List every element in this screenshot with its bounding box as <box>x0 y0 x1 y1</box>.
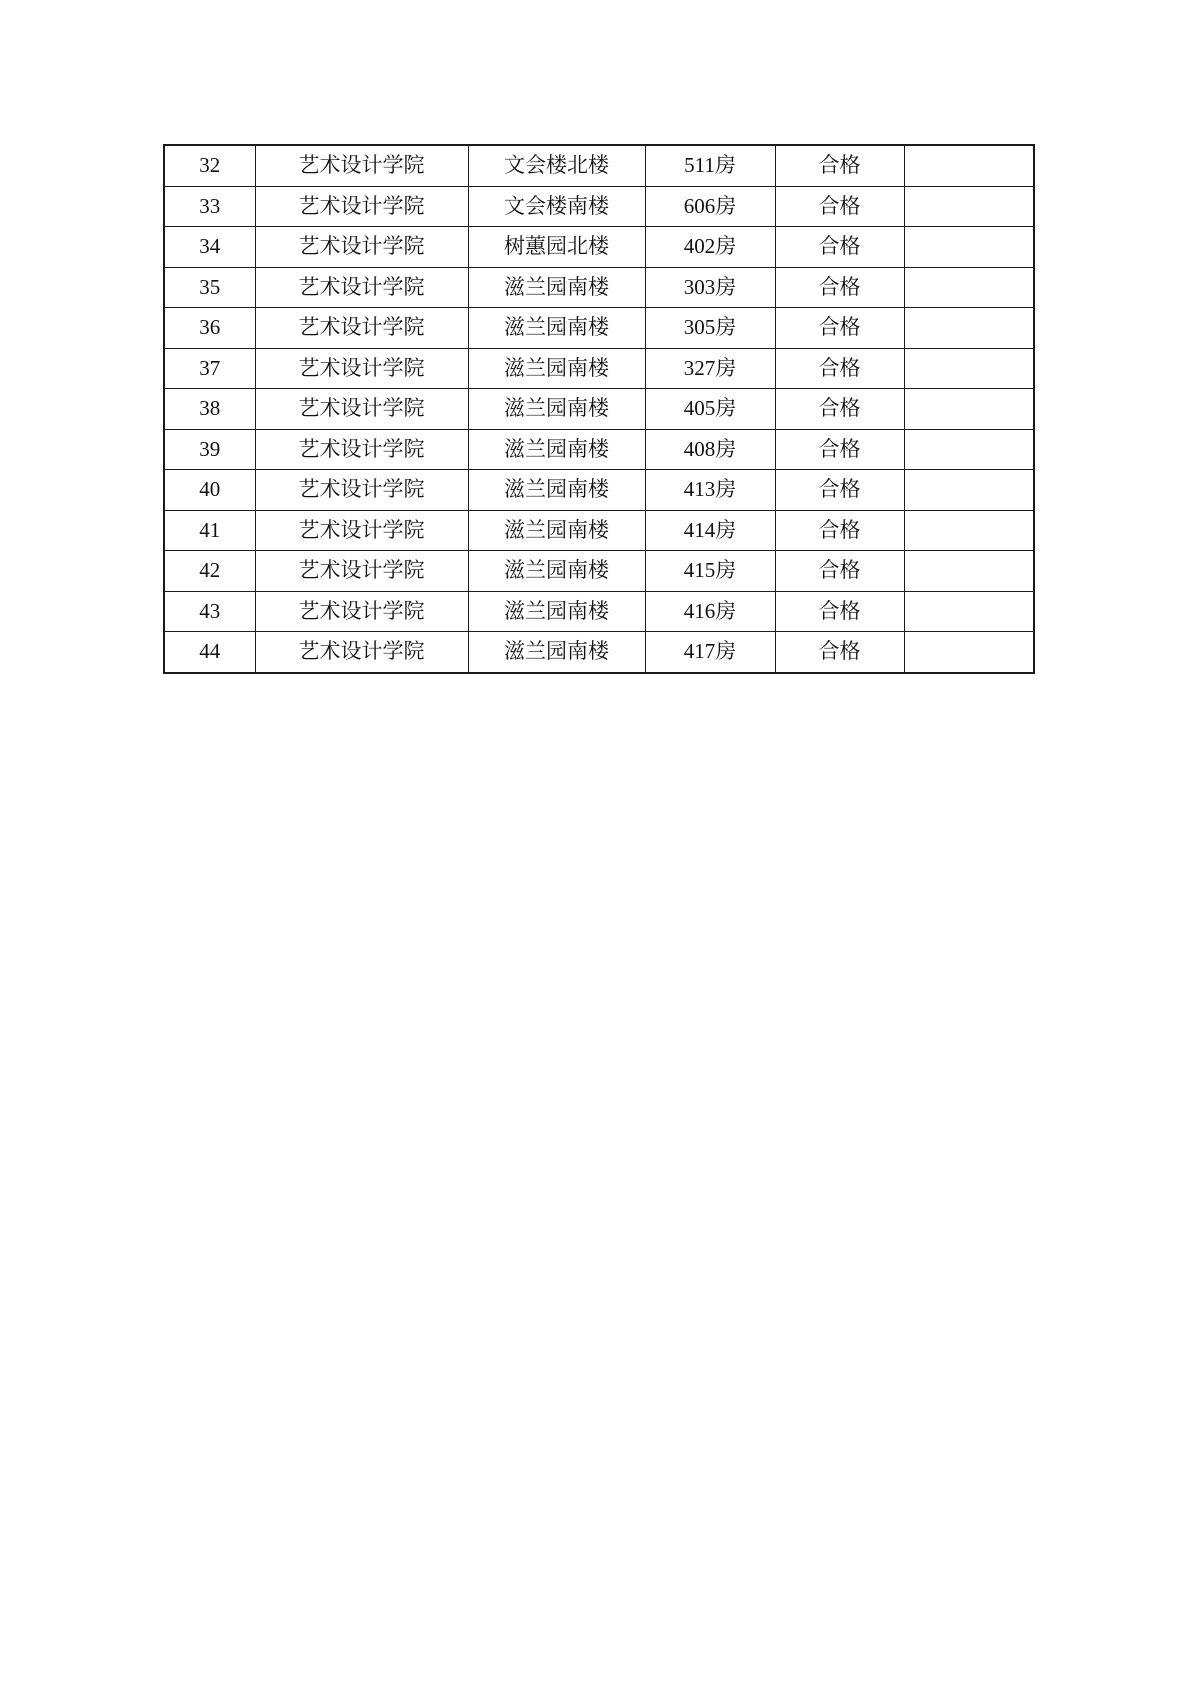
room-cell: 402房 <box>645 227 775 268</box>
room-cell: 606房 <box>645 186 775 227</box>
table-row <box>164 632 1034 673</box>
building-cell: 滋兰园南楼 <box>468 551 645 592</box>
result-cell: 合格 <box>775 227 904 268</box>
row-number-cell: 36 <box>164 308 255 349</box>
college-cell: 艺术设计学院 <box>255 551 468 592</box>
result-cell: 合格 <box>775 348 904 389</box>
building-cell: 滋兰园南楼 <box>468 632 645 673</box>
result-cell: 合格 <box>775 429 904 470</box>
room-cell: 408房 <box>645 429 775 470</box>
college-cell: 艺术设计学院 <box>255 145 468 186</box>
table-body <box>164 145 1034 673</box>
result-cell: 合格 <box>775 591 904 632</box>
room-cell: 413房 <box>645 470 775 511</box>
table-row <box>164 470 1034 511</box>
building-cell: 树蕙园北楼 <box>468 227 645 268</box>
table-row <box>164 429 1034 470</box>
table-row <box>164 591 1034 632</box>
room-cell: 327房 <box>645 348 775 389</box>
building-cell: 文会楼南楼 <box>468 186 645 227</box>
college-cell: 艺术设计学院 <box>255 632 468 673</box>
table-row <box>164 267 1034 308</box>
row-number-cell: 40 <box>164 470 255 511</box>
remark-cell <box>904 308 1034 349</box>
remark-cell <box>904 510 1034 551</box>
row-number-cell: 38 <box>164 389 255 430</box>
result-cell: 合格 <box>775 308 904 349</box>
table-row <box>164 186 1034 227</box>
row-number-cell: 35 <box>164 267 255 308</box>
row-number-cell: 42 <box>164 551 255 592</box>
row-number-cell: 44 <box>164 632 255 673</box>
room-cell: 417房 <box>645 632 775 673</box>
table-row <box>164 551 1034 592</box>
result-cell: 合格 <box>775 470 904 511</box>
dormitory-inspection-table <box>163 144 1035 674</box>
room-cell: 303房 <box>645 267 775 308</box>
table-row <box>164 348 1034 389</box>
row-number-cell: 32 <box>164 145 255 186</box>
row-number-cell: 43 <box>164 591 255 632</box>
college-cell: 艺术设计学院 <box>255 591 468 632</box>
result-cell: 合格 <box>775 267 904 308</box>
row-number-cell: 34 <box>164 227 255 268</box>
result-cell: 合格 <box>775 186 904 227</box>
remark-cell <box>904 227 1034 268</box>
result-cell: 合格 <box>775 145 904 186</box>
result-cell: 合格 <box>775 551 904 592</box>
remark-cell <box>904 429 1034 470</box>
row-number-cell: 37 <box>164 348 255 389</box>
remark-cell <box>904 267 1034 308</box>
remark-cell <box>904 470 1034 511</box>
building-cell: 滋兰园南楼 <box>468 308 645 349</box>
remark-cell <box>904 551 1034 592</box>
room-cell: 405房 <box>645 389 775 430</box>
remark-cell <box>904 348 1034 389</box>
table-row <box>164 227 1034 268</box>
college-cell: 艺术设计学院 <box>255 227 468 268</box>
building-cell: 滋兰园南楼 <box>468 429 645 470</box>
building-cell: 滋兰园南楼 <box>468 470 645 511</box>
remark-cell <box>904 632 1034 673</box>
row-number-cell: 39 <box>164 429 255 470</box>
building-cell: 文会楼北楼 <box>468 145 645 186</box>
college-cell: 艺术设计学院 <box>255 389 468 430</box>
room-cell: 305房 <box>645 308 775 349</box>
table-row <box>164 145 1034 186</box>
building-cell: 滋兰园南楼 <box>468 389 645 430</box>
college-cell: 艺术设计学院 <box>255 267 468 308</box>
row-number-cell: 41 <box>164 510 255 551</box>
room-cell: 415房 <box>645 551 775 592</box>
building-cell: 滋兰园南楼 <box>468 267 645 308</box>
building-cell: 滋兰园南楼 <box>468 591 645 632</box>
result-cell: 合格 <box>775 510 904 551</box>
table-row <box>164 389 1034 430</box>
building-cell: 滋兰园南楼 <box>468 348 645 389</box>
room-cell: 414房 <box>645 510 775 551</box>
college-cell: 艺术设计学院 <box>255 186 468 227</box>
college-cell: 艺术设计学院 <box>255 510 468 551</box>
college-cell: 艺术设计学院 <box>255 470 468 511</box>
college-cell: 艺术设计学院 <box>255 308 468 349</box>
table-row <box>164 308 1034 349</box>
college-cell: 艺术设计学院 <box>255 348 468 389</box>
building-cell: 滋兰园南楼 <box>468 510 645 551</box>
row-number-cell: 33 <box>164 186 255 227</box>
result-cell: 合格 <box>775 632 904 673</box>
remark-cell <box>904 591 1034 632</box>
table-row <box>164 510 1034 551</box>
remark-cell <box>904 389 1034 430</box>
room-cell: 511房 <box>645 145 775 186</box>
remark-cell <box>904 145 1034 186</box>
room-cell: 416房 <box>645 591 775 632</box>
college-cell: 艺术设计学院 <box>255 429 468 470</box>
result-cell: 合格 <box>775 389 904 430</box>
remark-cell <box>904 186 1034 227</box>
